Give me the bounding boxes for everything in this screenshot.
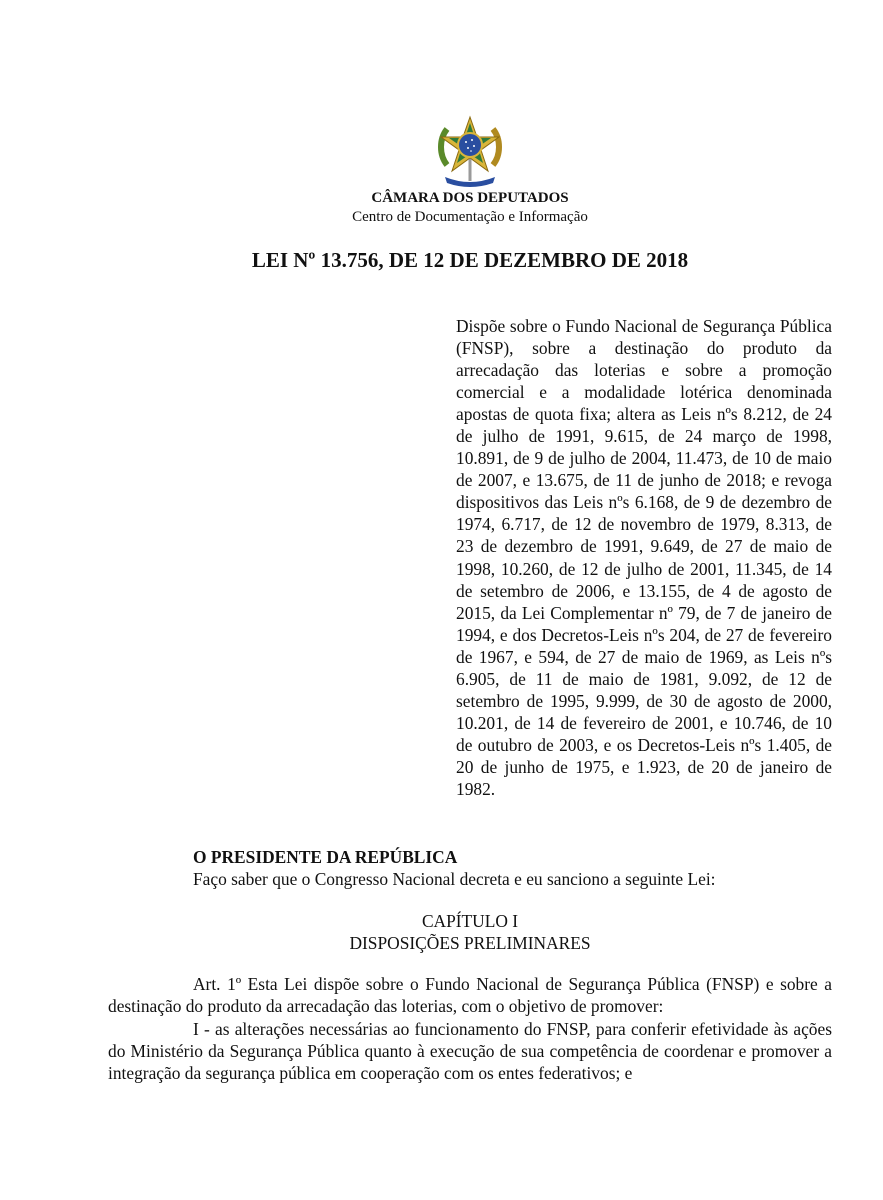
article-1: Art. 1º Esta Lei dispõe sobre o Fundo Nacional de Segurança Pública (FNSP) e sobre a destinação do produto da arrecadação das loterias, com o objetivo de promover: xyxy=(108,974,832,1016)
org-subtitle: Centro de Documentação e Informação xyxy=(352,209,588,225)
law-summary: Dispõe sobre o Fundo Nacional de Segurança Pública (FNSP), sobre a destinação do produto da arrecadação das loterias e sobre a promoção comercial e a modalidade lotérica denominada apostas de quota fixa; altera as Leis nºs 8.212, de 24 de julho de 1991, 9.615, de 24 março de 1998, 10.891, de 9 de julho de 2004, 11.473, de 10 de maio de 2007, e 13.675, de 11 de junho de 2018; e revoga dispositivos das Leis nºs 6.168, de 9 de dezembro de 1974, 6.717, de 12 de novembro de 1979, 8.313, de 23 de dezembro de 1991, 9.649, de 27 de maio de 1998, 10.260, de 12 de julho de 2001, 11.345, de 14 de setembro de 2006, e 13.155, de 4 de agosto de 2015, da Lei Complementar nº 79, de 7 de janeiro de 1994, e dos Decretos-Leis nºs 204, de 27 de fevereiro de 1967, e 594, de 27 de maio de 1969, as Leis nºs 6.905, de 11 de maio de 1981, 9.092, de 12 de setembro de 1995, 9.999, de 30 de agosto de 2000, 10.201, de 14 de fevereiro de 2001, e 10.746, de 10 de outubro de 2003, e os Decretos-Leis nºs 1.405, de 20 de junho de 1975, e 1.923, de 20 de janeiro de 1982. xyxy=(456,316,832,799)
brazil-coat-of-arms-icon xyxy=(433,115,507,189)
org-name: CÂMARA DOS DEPUTADOS xyxy=(371,190,569,206)
article-1-inciso-1: I - as alterações necessárias ao funcionamento do FNSP, para conferir efetividade às ações do Ministério da Segurança Pública quanto à execução de sua competência de coordenar e promover a integração da segurança pública em cooperação com os entes federativos; e xyxy=(108,1019,832,1083)
preamble-text: Faço saber que o Congresso Nacional decreta e eu sanciono a seguinte Lei: xyxy=(193,869,716,889)
law-title: LEI Nº 13.756, DE 12 DE DEZEMBRO DE 2018 xyxy=(251,248,689,272)
chapter-title: DISPOSIÇÕES PRELIMINARES xyxy=(349,933,591,953)
president-heading: O PRESIDENTE DA REPÚBLICA xyxy=(193,847,458,867)
chapter-number: CAPÍTULO I xyxy=(421,911,519,931)
